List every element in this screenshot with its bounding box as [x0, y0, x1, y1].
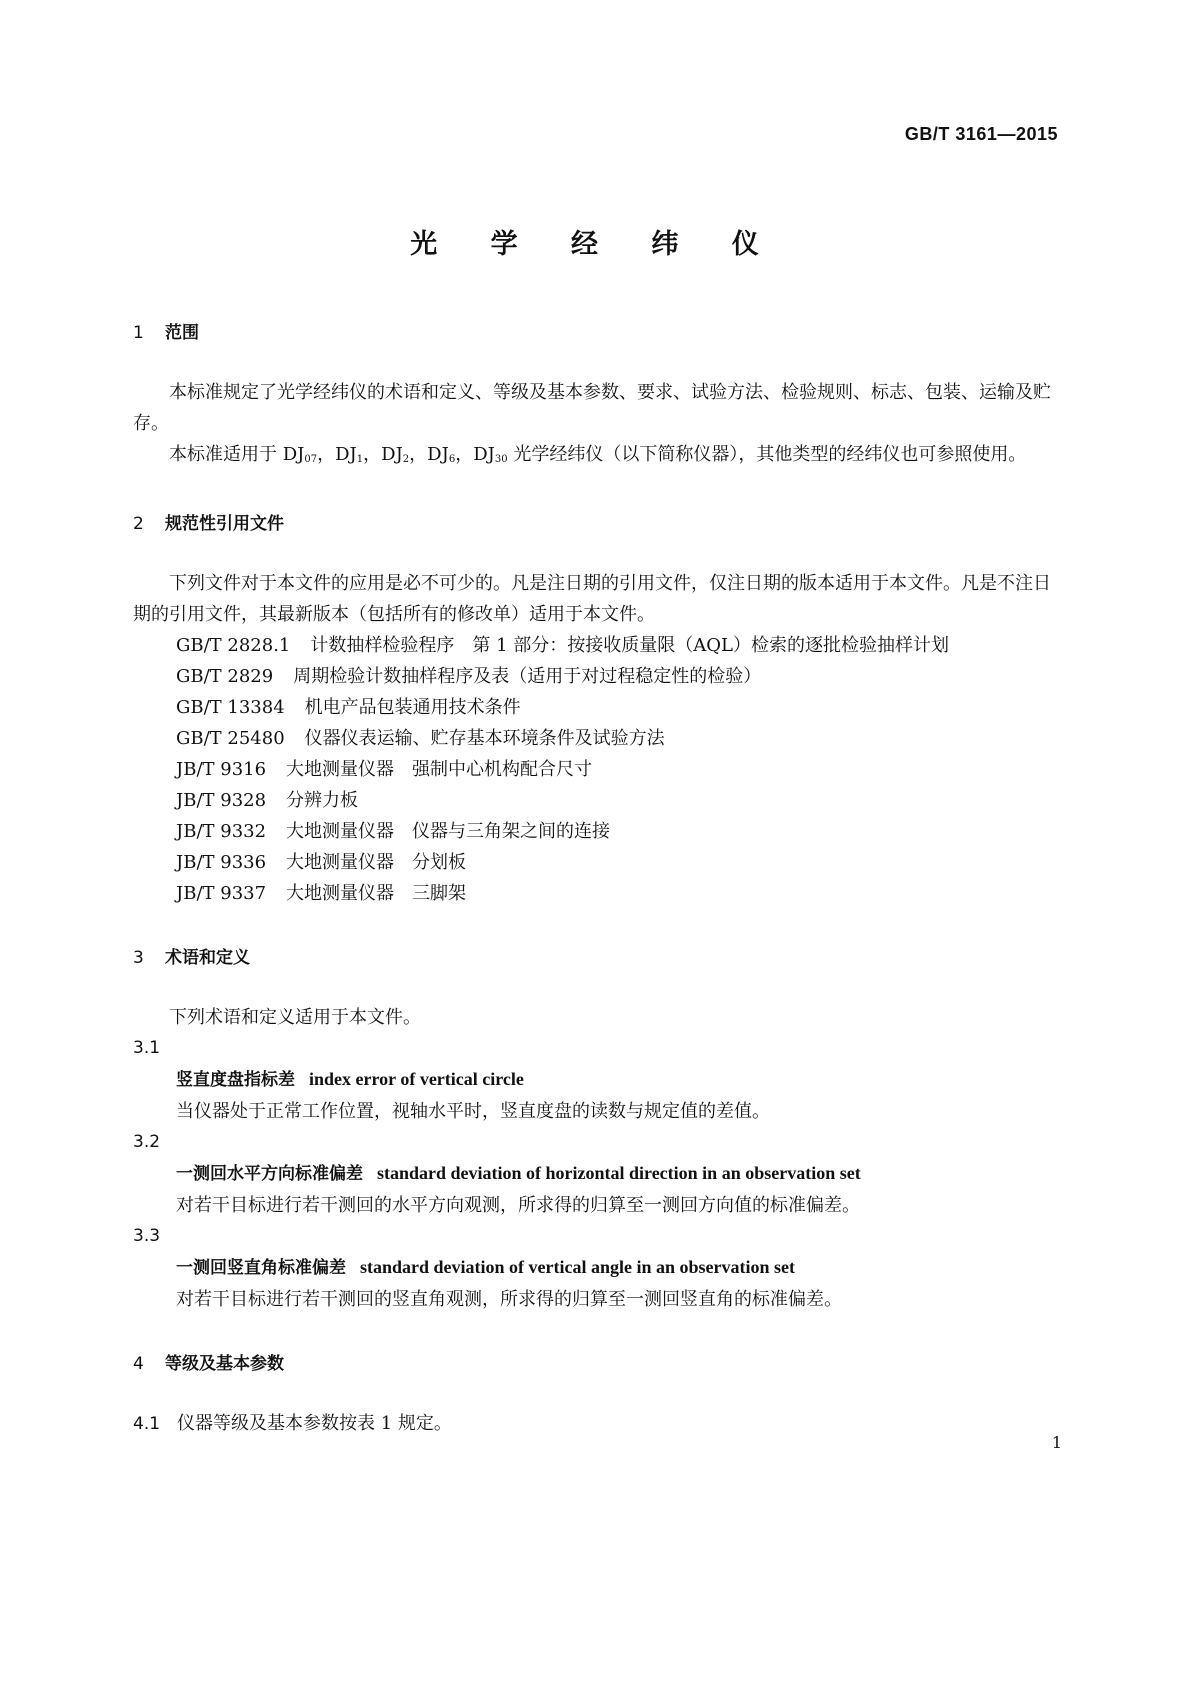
- section-heading: 1 范围: [133, 323, 199, 343]
- clause-number: 3.3: [133, 1226, 161, 1246]
- page-number: 1: [1051, 1433, 1062, 1452]
- reference-item: JB/T 9332 大地测量仪器 仪器与三角架之间的连接: [176, 821, 611, 842]
- reference-item: GB/T 2829 周期检验计数抽样程序及表（适用于对过程稳定性的检验）: [176, 666, 762, 687]
- term-heading: 竖直度盘指标差 index error of vertical circle: [176, 1069, 524, 1090]
- term-heading: 一测回竖直角标准偏差 standard deviation of vertical angle in an observation set: [176, 1257, 795, 1278]
- term-definition: 对若干目标进行若干测回的竖直角观测，所求得的归算至一测回竖直角的标准偏差。: [176, 1289, 842, 1310]
- section-3: [133, 945, 1058, 1315]
- subclause: 4.1 仪器等级及基本参数按表 1 规定。: [133, 1413, 452, 1434]
- reference-item: JB/T 9316 大地测量仪器 强制中心机构配合尺寸: [176, 759, 593, 780]
- section-4: [133, 1351, 1058, 1440]
- clause-number: 3.2: [133, 1132, 161, 1152]
- term-definition: 当仪器处于正常工作位置，视轴水平时，竖直度盘的读数与规定值的差值。: [176, 1101, 770, 1122]
- document-title: 光 学 经 纬 仪: [410, 229, 781, 260]
- section-1: [133, 320, 1058, 475]
- reference-item: GB/T 25480 仪器仪表运输、贮存基本环境条件及试验方法: [176, 728, 665, 749]
- reference-item: JB/T 9336 大地测量仪器 分划板: [176, 852, 467, 873]
- term-heading: 一测回水平方向标准偏差 standard deviation of horizontal direction in an observation set: [176, 1163, 861, 1184]
- document-body: [133, 320, 1058, 1440]
- section-heading: 4 等级及基本参数: [133, 1354, 284, 1374]
- paragraph: 本标准适用于 $DJ_{07}$，$DJ_1$，$DJ_2$，$DJ_6$，$DJ_{30}$ 光学经纬仪（以下简称仪器），其他类型的经纬仪也可参照使用。: [169, 444, 1027, 465]
- reference-item: GB/T 13384 机电产品包装通用技术条件: [176, 697, 521, 718]
- reference-list: [133, 630, 1058, 909]
- clause-number: 3.1: [133, 1038, 161, 1058]
- section-2: [133, 511, 1058, 909]
- term-definition: 对若干目标进行若干测回的水平方向观测，所求得的归算至一测回方向值的标准偏差。: [176, 1195, 860, 1216]
- reference-item: GB/T 2828.1 计数抽样检验程序 第 1 部分：按接收质量限（AQL）检索的逐批检验抽样计划: [176, 635, 949, 656]
- paragraph: 下列术语和定义适用于本文件。: [169, 1007, 421, 1028]
- section-heading: 2 规范性引用文件: [133, 514, 284, 534]
- standard-code: GB/T 3161—2015: [904, 124, 1058, 144]
- reference-item: JB/T 9337 大地测量仪器 三脚架: [176, 883, 467, 904]
- paragraph: 本标准规定了光学经纬仪的术语和定义、等级及基本参数、要求、试验方法、检验规则、标志、包装、运输及贮存。: [133, 382, 1051, 434]
- reference-item: JB/T 9328 分辨力板: [176, 790, 359, 811]
- section-heading: 3 术语和定义: [133, 948, 250, 968]
- paragraph: 下列文件对于本文件的应用是必不可少的。凡是注日期的引用文件，仅注日期的版本适用于本文件。凡是不注日期的引用文件，其最新版本（包括所有的修改单）适用于本文件。: [133, 573, 1051, 625]
